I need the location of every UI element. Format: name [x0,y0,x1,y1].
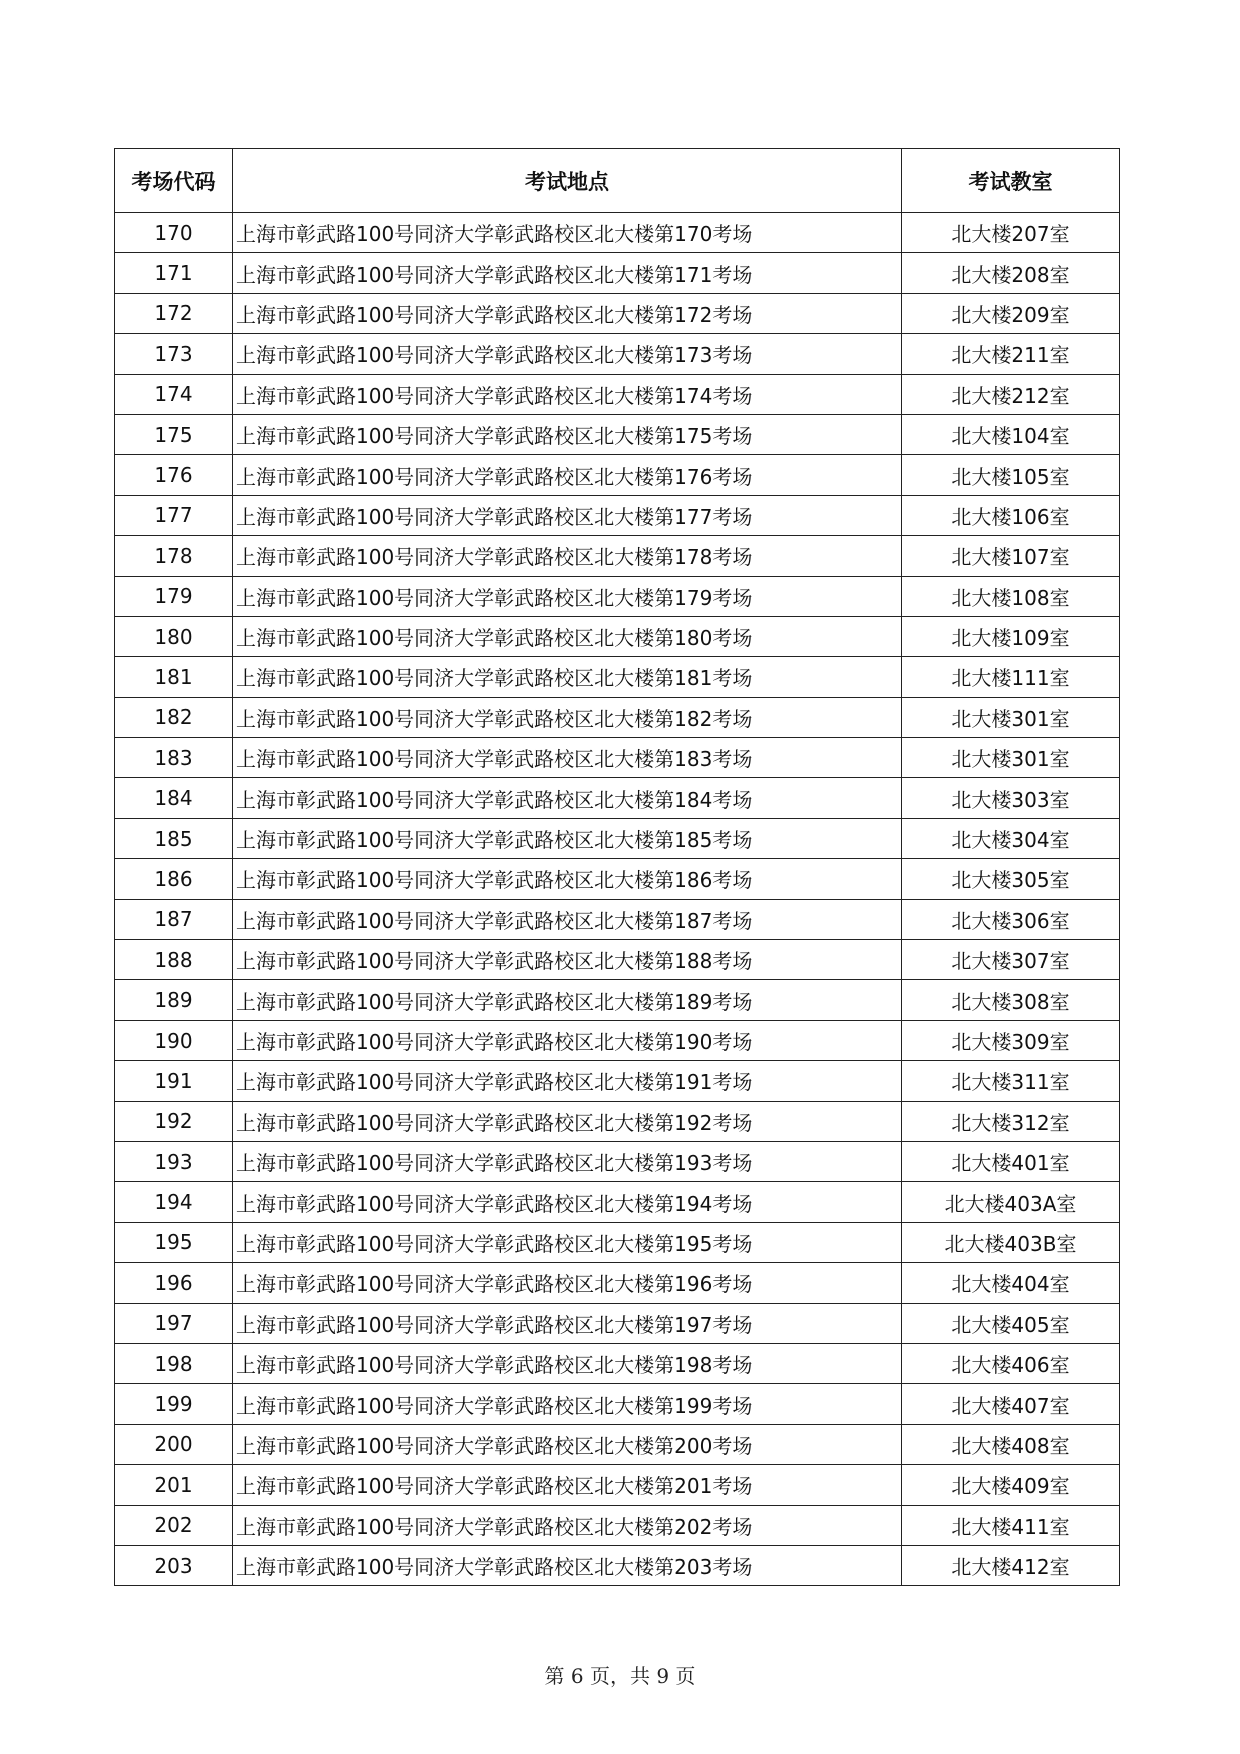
exam-room-cell: 北大楼211室 [902,334,1120,374]
exam-location-cell: 上海市彰武路100号同济大学彰武路校区北大楼第188考场 [233,940,902,980]
table-row [115,536,1120,576]
table-row [115,1182,1120,1222]
exam-room-cell: 北大楼108室 [902,576,1120,616]
exam-room-cell: 北大楼104室 [902,414,1120,454]
exam-code-cell: 201 [115,1465,233,1505]
table-row [115,1545,1120,1585]
exam-room-cell: 北大楼304室 [902,818,1120,858]
exam-location-cell: 上海市彰武路100号同济大学彰武路校区北大楼第183考场 [233,738,902,778]
exam-code-cell: 198 [115,1343,233,1383]
exam-code-cell: 197 [115,1303,233,1343]
exam-location-cell: 上海市彰武路100号同济大学彰武路校区北大楼第175考场 [233,414,902,454]
exam-code-cell: 172 [115,293,233,333]
exam-code-cell: 195 [115,1222,233,1262]
exam-code-cell: 179 [115,576,233,616]
exam-room-cell: 北大楼408室 [902,1424,1120,1464]
exam-room-cell: 北大楼407室 [902,1384,1120,1424]
exam-code-cell: 171 [115,253,233,293]
table-row [115,657,1120,697]
exam-room-cell: 北大楼212室 [902,374,1120,414]
exam-code-cell: 174 [115,374,233,414]
table-row [115,1222,1120,1262]
exam-code-cell: 180 [115,616,233,656]
table-row [115,1343,1120,1383]
exam-location-cell: 上海市彰武路100号同济大学彰武路校区北大楼第191考场 [233,1061,902,1101]
table-row [115,1505,1120,1545]
exam-room-cell: 北大楼305室 [902,859,1120,899]
table-row [115,980,1120,1020]
table-row [115,293,1120,333]
exam-location-cell: 上海市彰武路100号同济大学彰武路校区北大楼第195考场 [233,1222,902,1262]
table-row [115,616,1120,656]
exam-location-cell: 上海市彰武路100号同济大学彰武路校区北大楼第197考场 [233,1303,902,1343]
exam-room-cell: 北大楼406室 [902,1343,1120,1383]
exam-location-cell: 上海市彰武路100号同济大学彰武路校区北大楼第200考场 [233,1424,902,1464]
table-row [115,738,1120,778]
exam-code-cell: 199 [115,1384,233,1424]
exam-code-cell: 170 [115,213,233,253]
exam-room-cell: 北大楼308室 [902,980,1120,1020]
exam-location-cell: 上海市彰武路100号同济大学彰武路校区北大楼第194考场 [233,1182,902,1222]
exam-code-cell: 193 [115,1141,233,1181]
table-row [115,334,1120,374]
exam-code-cell: 184 [115,778,233,818]
exam-code-cell: 200 [115,1424,233,1464]
table-row [115,1465,1120,1505]
exam-code-cell: 181 [115,657,233,697]
exam-room-cell: 北大楼403B室 [902,1222,1120,1262]
table-row [115,253,1120,293]
exam-location-cell: 上海市彰武路100号同济大学彰武路校区北大楼第180考场 [233,616,902,656]
table-row [115,213,1120,253]
exam-location-cell: 上海市彰武路100号同济大学彰武路校区北大楼第171考场 [233,253,902,293]
table-row [115,455,1120,495]
exam-code-cell: 186 [115,859,233,899]
table-row [115,778,1120,818]
exam-location-cell: 上海市彰武路100号同济大学彰武路校区北大楼第176考场 [233,455,902,495]
exam-room-cell: 北大楼307室 [902,940,1120,980]
exam-location-cell: 上海市彰武路100号同济大学彰武路校区北大楼第190考场 [233,1020,902,1060]
exam-room-cell: 北大楼303室 [902,778,1120,818]
exam-location-cell: 上海市彰武路100号同济大学彰武路校区北大楼第192考场 [233,1101,902,1141]
exam-room-cell: 北大楼312室 [902,1101,1120,1141]
exam-location-cell: 上海市彰武路100号同济大学彰武路校区北大楼第185考场 [233,818,902,858]
exam-code-cell: 177 [115,495,233,535]
exam-room-cell: 北大楼403A室 [902,1182,1120,1222]
table-row [115,1384,1120,1424]
table-row [115,1303,1120,1343]
exam-room-cell: 北大楼111室 [902,657,1120,697]
table-row [115,495,1120,535]
exam-location-cell: 上海市彰武路100号同济大学彰武路校区北大楼第199考场 [233,1384,902,1424]
exam-location-cell: 上海市彰武路100号同济大学彰武路校区北大楼第182考场 [233,697,902,737]
exam-code-cell: 183 [115,738,233,778]
exam-location-cell: 上海市彰武路100号同济大学彰武路校区北大楼第184考场 [233,778,902,818]
header-exam-code: 考场代码 [115,149,233,213]
exam-room-cell: 北大楼301室 [902,738,1120,778]
table-row [115,1424,1120,1464]
table-row [115,1263,1120,1303]
exam-location-cell: 上海市彰武路100号同济大学彰武路校区北大楼第181考场 [233,657,902,697]
exam-room-cell: 北大楼301室 [902,697,1120,737]
exam-room-table [114,148,1120,1586]
table-row [115,1020,1120,1060]
exam-room-cell: 北大楼209室 [902,293,1120,333]
exam-code-cell: 185 [115,818,233,858]
exam-code-cell: 202 [115,1505,233,1545]
exam-code-cell: 191 [115,1061,233,1101]
exam-code-cell: 190 [115,1020,233,1060]
exam-room-cell: 北大楼401室 [902,1141,1120,1181]
table-row [115,576,1120,616]
exam-room-cell: 北大楼311室 [902,1061,1120,1101]
table-row [115,374,1120,414]
exam-location-cell: 上海市彰武路100号同济大学彰武路校区北大楼第203考场 [233,1545,902,1585]
exam-code-cell: 182 [115,697,233,737]
exam-room-cell: 北大楼412室 [902,1545,1120,1585]
exam-code-cell: 175 [115,414,233,454]
table-row [115,1141,1120,1181]
exam-location-cell: 上海市彰武路100号同济大学彰武路校区北大楼第201考场 [233,1465,902,1505]
exam-location-cell: 上海市彰武路100号同济大学彰武路校区北大楼第189考场 [233,980,902,1020]
table-row [115,414,1120,454]
exam-location-cell: 上海市彰武路100号同济大学彰武路校区北大楼第172考场 [233,293,902,333]
exam-room-cell: 北大楼409室 [902,1465,1120,1505]
exam-room-cell: 北大楼105室 [902,455,1120,495]
exam-location-cell: 上海市彰武路100号同济大学彰武路校区北大楼第187考场 [233,899,902,939]
exam-room-cell: 北大楼208室 [902,253,1120,293]
exam-location-cell: 上海市彰武路100号同济大学彰武路校区北大楼第178考场 [233,536,902,576]
exam-room-cell: 北大楼107室 [902,536,1120,576]
exam-code-cell: 189 [115,980,233,1020]
exam-code-cell: 188 [115,940,233,980]
exam-location-cell: 上海市彰武路100号同济大学彰武路校区北大楼第193考场 [233,1141,902,1181]
exam-location-cell: 上海市彰武路100号同济大学彰武路校区北大楼第186考场 [233,859,902,899]
exam-code-cell: 173 [115,334,233,374]
exam-room-cell: 北大楼106室 [902,495,1120,535]
table-row [115,940,1120,980]
exam-code-cell: 176 [115,455,233,495]
exam-location-cell: 上海市彰武路100号同济大学彰武路校区北大楼第196考场 [233,1263,902,1303]
exam-location-cell: 上海市彰武路100号同济大学彰武路校区北大楼第173考场 [233,334,902,374]
table-row [115,899,1120,939]
exam-room-cell: 北大楼207室 [902,213,1120,253]
page-number: 第 6 页，共 9 页 [544,1664,696,1688]
exam-code-cell: 194 [115,1182,233,1222]
table-row [115,818,1120,858]
exam-location-cell: 上海市彰武路100号同济大学彰武路校区北大楼第198考场 [233,1343,902,1383]
exam-location-cell: 上海市彰武路100号同济大学彰武路校区北大楼第177考场 [233,495,902,535]
table-header-row [115,149,1120,213]
exam-room-cell: 北大楼404室 [902,1263,1120,1303]
exam-room-cell: 北大楼309室 [902,1020,1120,1060]
exam-location-cell: 上海市彰武路100号同济大学彰武路校区北大楼第202考场 [233,1505,902,1545]
exam-code-cell: 196 [115,1263,233,1303]
exam-code-cell: 178 [115,536,233,576]
exam-location-cell: 上海市彰武路100号同济大学彰武路校区北大楼第174考场 [233,374,902,414]
exam-location-cell: 上海市彰武路100号同济大学彰武路校区北大楼第179考场 [233,576,902,616]
table-row [115,1061,1120,1101]
exam-location-cell: 上海市彰武路100号同济大学彰武路校区北大楼第170考场 [233,213,902,253]
exam-code-cell: 203 [115,1545,233,1585]
exam-code-cell: 192 [115,1101,233,1141]
exam-room-cell: 北大楼306室 [902,899,1120,939]
table-body [115,213,1120,1586]
table-row [115,859,1120,899]
header-exam-location: 考试地点 [233,149,902,213]
exam-room-cell: 北大楼109室 [902,616,1120,656]
table-row [115,1101,1120,1141]
header-exam-room: 考试教室 [902,149,1120,213]
exam-room-cell: 北大楼405室 [902,1303,1120,1343]
table-row [115,697,1120,737]
exam-code-cell: 187 [115,899,233,939]
exam-room-cell: 北大楼411室 [902,1505,1120,1545]
